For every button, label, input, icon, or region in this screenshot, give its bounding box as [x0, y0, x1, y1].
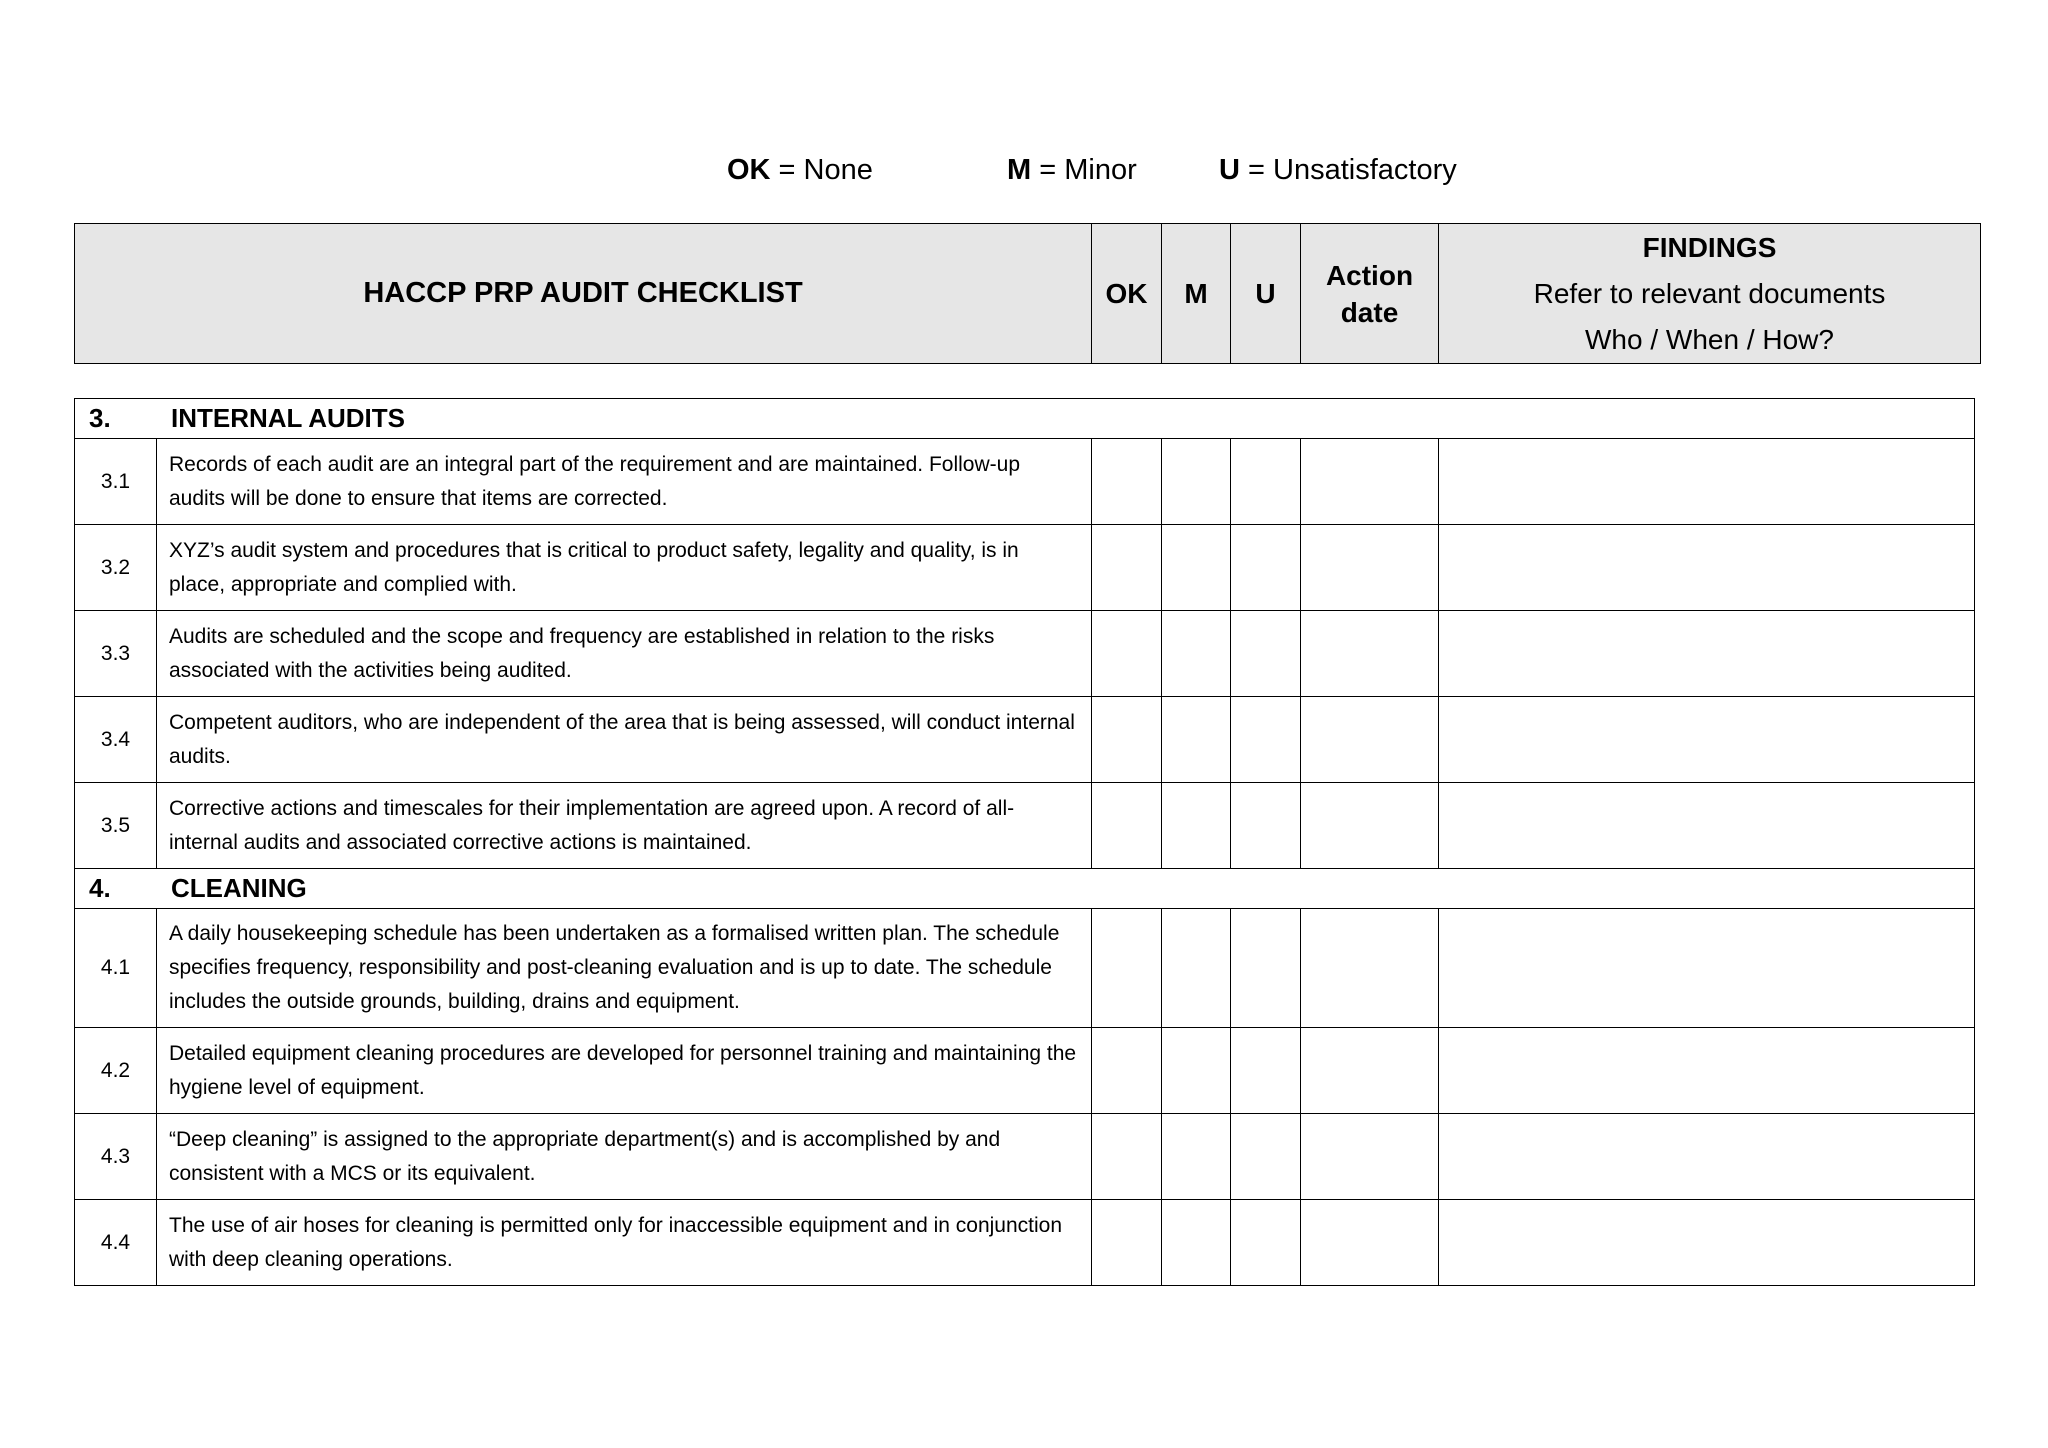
- item-number: 4.1: [75, 909, 157, 1028]
- table-row: [75, 525, 1975, 611]
- action-date-cell[interactable]: [1301, 525, 1439, 611]
- findings-line2: Refer to relevant documents: [1533, 277, 1886, 309]
- u-cell[interactable]: [1231, 783, 1301, 869]
- item-text: Detailed equipment cleaning procedures are developed for personnel training and maintaining the hygiene level of equipment.: [157, 1028, 1092, 1114]
- item-text: A daily housekeeping schedule has been undertaken as a formalised written plan. The schedule specifies frequency, responsibility and post-cleaning evaluation and is up to date. The schedule includes the outside grounds, building, drains and equipment.: [157, 909, 1092, 1028]
- m-cell[interactable]: [1162, 783, 1231, 869]
- action-date-cell[interactable]: [1301, 611, 1439, 697]
- action-date-cell[interactable]: [1301, 783, 1439, 869]
- findings-line3: Who / When / How?: [1585, 323, 1834, 355]
- checklist-body-table: [74, 398, 1975, 1286]
- u-cell[interactable]: [1231, 611, 1301, 697]
- section-heading: [75, 399, 1975, 439]
- item-text: “Deep cleaning” is assigned to the appropriate department(s) and is accomplished by and consistent with a MCS or its equivalent.: [157, 1114, 1092, 1200]
- m-cell[interactable]: [1162, 1028, 1231, 1114]
- m-cell[interactable]: [1162, 611, 1231, 697]
- ok-cell[interactable]: [1092, 525, 1162, 611]
- checklist-header-table: [74, 223, 1981, 364]
- legend-m: [1007, 154, 1137, 187]
- u-cell[interactable]: [1231, 697, 1301, 783]
- ok-cell[interactable]: [1092, 783, 1162, 869]
- checklist-title: HACCP PRP AUDIT CHECKLIST: [75, 224, 1092, 364]
- section-header-row: [75, 869, 1975, 909]
- item-text: Competent auditors, who are independent of the area that is being assessed, will conduct internal audits.: [157, 697, 1092, 783]
- action-date-cell[interactable]: [1301, 909, 1439, 1028]
- findings-cell[interactable]: [1439, 783, 1975, 869]
- header-findings: [1439, 224, 1981, 364]
- item-number: 3.3: [75, 611, 157, 697]
- legend-ok-key: OK: [727, 154, 771, 186]
- u-cell[interactable]: [1231, 1028, 1301, 1114]
- item-number: 4.3: [75, 1114, 157, 1200]
- table-row: [75, 439, 1975, 525]
- findings-cell[interactable]: [1439, 611, 1975, 697]
- findings-cell[interactable]: [1439, 909, 1975, 1028]
- ok-cell[interactable]: [1092, 1200, 1162, 1286]
- item-number: 3.1: [75, 439, 157, 525]
- section-title: INTERNAL AUDITS: [171, 403, 405, 433]
- action-date-cell[interactable]: [1301, 1200, 1439, 1286]
- ok-cell[interactable]: [1092, 439, 1162, 525]
- u-cell[interactable]: [1231, 1200, 1301, 1286]
- u-cell[interactable]: [1231, 909, 1301, 1028]
- rating-legend: [0, 154, 2048, 194]
- table-row: [75, 783, 1975, 869]
- action-date-cell[interactable]: [1301, 1028, 1439, 1114]
- table-row: [75, 697, 1975, 783]
- findings-cell[interactable]: [1439, 1200, 1975, 1286]
- item-number: 3.4: [75, 697, 157, 783]
- item-text: Corrective actions and timescales for their implementation are agreed upon. A record of all-internal audits and associated corrective actions is maintained.: [157, 783, 1092, 869]
- ok-cell[interactable]: [1092, 697, 1162, 783]
- legend-m-key: M: [1007, 154, 1032, 186]
- table-row: [75, 1028, 1975, 1114]
- findings-cell[interactable]: [1439, 697, 1975, 783]
- legend-ok: [727, 154, 873, 187]
- item-number: 4.2: [75, 1028, 157, 1114]
- u-cell[interactable]: [1231, 525, 1301, 611]
- section-number: 4.: [89, 873, 111, 903]
- header-action-line1: Action: [1325, 259, 1414, 291]
- item-text: Records of each audit are an integral part of the requirement and are maintained. Follow-up audits will be done to ensure that items are corrected.: [157, 439, 1092, 525]
- table-row: [75, 611, 1975, 697]
- action-date-cell[interactable]: [1301, 1114, 1439, 1200]
- table-row: [75, 1200, 1975, 1286]
- section-header-row: [75, 399, 1975, 439]
- m-cell[interactable]: [1162, 1200, 1231, 1286]
- legend-m-value: = Minor: [1031, 154, 1137, 186]
- header-action-line2: date: [1340, 296, 1399, 328]
- m-cell[interactable]: [1162, 909, 1231, 1028]
- item-number: 3.5: [75, 783, 157, 869]
- findings-cell[interactable]: [1439, 439, 1975, 525]
- table-row: [75, 1114, 1975, 1200]
- findings-cell[interactable]: [1439, 1114, 1975, 1200]
- m-cell[interactable]: [1162, 525, 1231, 611]
- header-row: [75, 224, 1981, 364]
- table-row: [75, 909, 1975, 1028]
- ok-cell[interactable]: [1092, 909, 1162, 1028]
- section-heading: [75, 869, 1975, 909]
- section-number: 3.: [89, 403, 111, 433]
- u-cell[interactable]: [1231, 439, 1301, 525]
- m-cell[interactable]: [1162, 1114, 1231, 1200]
- findings-title: FINDINGS: [1642, 231, 1777, 263]
- item-text: XYZ’s audit system and procedures that is critical to product safety, legality and quality, is in place, appropriate and complied with.: [157, 525, 1092, 611]
- action-date-cell[interactable]: [1301, 439, 1439, 525]
- findings-cell[interactable]: [1439, 525, 1975, 611]
- u-cell[interactable]: [1231, 1114, 1301, 1200]
- header-m: M: [1162, 224, 1231, 364]
- item-number: 4.4: [75, 1200, 157, 1286]
- legend-u-value: = Unsatisfactory: [1239, 154, 1457, 186]
- findings-cell[interactable]: [1439, 1028, 1975, 1114]
- item-text: The use of air hoses for cleaning is permitted only for inaccessible equipment and in conjunction with deep cleaning operations.: [157, 1200, 1092, 1286]
- item-number: 3.2: [75, 525, 157, 611]
- ok-cell[interactable]: [1092, 1114, 1162, 1200]
- legend-u: [1219, 154, 1457, 187]
- ok-cell[interactable]: [1092, 1028, 1162, 1114]
- header-action-date: [1301, 224, 1439, 364]
- header-ok: OK: [1092, 224, 1162, 364]
- action-date-cell[interactable]: [1301, 697, 1439, 783]
- header-u: U: [1231, 224, 1301, 364]
- item-text: Audits are scheduled and the scope and frequency are established in relation to the risks associated with the activities being audited.: [157, 611, 1092, 697]
- section-title: CLEANING: [171, 873, 307, 903]
- legend-ok-value: = None: [770, 154, 873, 186]
- legend-u-key: U: [1219, 154, 1240, 186]
- m-cell[interactable]: [1162, 697, 1231, 783]
- m-cell[interactable]: [1162, 439, 1231, 525]
- ok-cell[interactable]: [1092, 611, 1162, 697]
